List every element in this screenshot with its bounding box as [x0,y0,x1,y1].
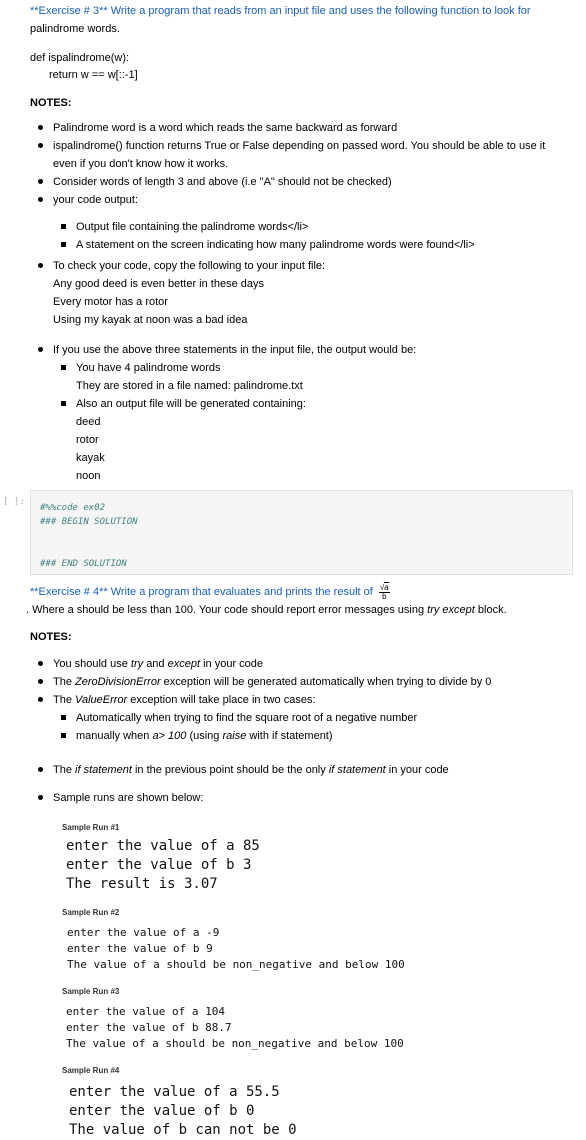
list-item: Output file containing the palindrome words</li> [53,218,572,236]
output-word: rotor [76,434,99,446]
notes-list [30,119,572,485]
list-item: manually when a> 100 (using raise with if statement) [53,727,572,745]
cell-prompt: [ ]: [3,497,25,507]
exercise-4-markdown [26,582,572,807]
input-line: Using my kayak at noon was a bad idea [53,314,248,326]
terminal-output: enter the value of a -9 enter the value of b 9 The value of a should be non_negative and below 100 [67,926,405,971]
list-item: To check your code, copy the following to your input file: Any good deed is even better in these days Every motor has a rotor Using my kayak at noon was a bad idea [30,257,572,329]
notes-heading: NOTES: [30,97,72,109]
sub-list [53,359,572,485]
exercise-3-title-cont: palindrome words. [30,23,120,35]
sample-run-1 [30,823,260,894]
sample-run-label: Sample Run #3 [62,987,120,996]
sample-run-2 [30,908,405,973]
exercise-3-title: **Exercise # 3** Write a program that reads from an input file and uses the following function to look for [30,5,531,17]
code-comment: ### END SOLUTION [40,559,127,569]
list-item: The ZeroDivisionError exception will be generated automatically when trying to divide by 0 [30,673,572,691]
list-item: Palindrome word is a word which reads the same backward as forward [30,119,572,137]
list-item: The if statement in the previous point should be the only if statement in your code [30,761,572,779]
list-item: Automatically when trying to find the square root of a negative number [53,709,572,727]
list-item: If you use the above three statements in the input file, the output would be: You have 4 palindrome words They are stored in a file named: palindrome.txt Also an output file will be generated containing: deed rotor kayak noon [30,341,572,485]
sample-run-4 [30,1066,297,1140]
notes-list [30,655,572,807]
sub-list [53,709,572,745]
list-item: your code output: Output file containing the palindrome words</li> A statement on the screen indicating how many palindrome words were found</li> [30,191,572,254]
sample-run-3 [30,987,404,1052]
code-line: return w == w[::-1] [49,69,138,81]
list-item: You should use try and except in your code [30,655,572,673]
terminal-output: enter the value of a 104 enter the value of b 88.7 The value of a should be non_negative and below 100 [66,1005,404,1050]
output-word: deed [76,416,101,428]
sample-run-label: Sample Run #1 [62,823,120,832]
sqrt-a-over-b-formula: $\frac{√a}{b}$ [379,582,389,601]
list-item: Consider words of length 3 and above (i.e "A" should not be checked) [30,173,572,191]
code-line: def ispalindrome(w): [30,52,130,64]
sample-run-label: Sample Run #2 [62,908,120,917]
list-item: Sample runs are shown below: [30,789,572,807]
list-item: You have 4 palindrome words They are stored in a file named: palindrome.txt [53,359,572,395]
code-comment: #%%code ex02 [40,503,106,513]
code-cell-editor[interactable] [30,490,573,575]
input-line: Every motor has a rotor [53,296,168,308]
sample-run-label: Sample Run #4 [62,1066,120,1075]
exercise-4-title: **Exercise # 4** Write a program that evaluates and prints the result of $\frac{√a}{b}$ [30,582,389,601]
list-item: Also an output file will be generated containing: deed rotor kayak noon [53,395,572,485]
sub-list [53,218,572,254]
exercise-3-markdown [30,2,572,488]
output-word: kayak [76,452,105,464]
function-code [30,50,572,84]
terminal-output: enter the value of a 55.5 enter the value of b 0 The value of b can not be 0 [69,1084,297,1138]
input-line: Any good deed is even better in these days [53,278,264,290]
exercise-4-title-cont: . Where a should be less than 100. Your code should report error messages using try except block. [26,604,507,616]
list-item: A statement on the screen indicating how many palindrome words were found</li> [53,236,572,254]
code-cell-content[interactable] [31,491,572,571]
list-item: ispalindrome() function returns True or False depending on passed word. You should be able to use it even if you don't know how it works. [30,137,572,173]
output-word: noon [76,470,101,482]
notes-heading: NOTES: [30,631,72,643]
terminal-output: enter the value of a 85 enter the value of b 3 The result is 3.07 [66,838,260,892]
list-item: The ValueError exception will take place in two cases: Automatically when trying to find the square root of a negative number manually when a> 100 (using raise with if statement) [30,691,572,745]
code-comment: ### BEGIN SOLUTION [40,517,138,527]
